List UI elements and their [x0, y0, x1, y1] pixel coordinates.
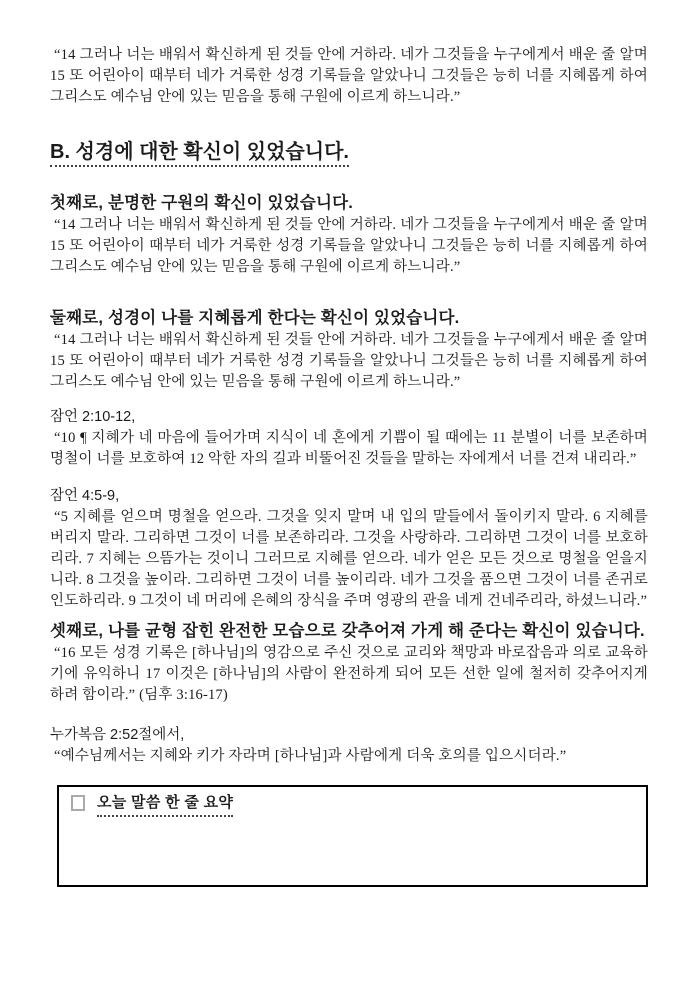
- checkbox-unchecked-icon[interactable]: [71, 795, 85, 811]
- point2-scripture-quote: “14 그러나 너는 배워서 확신하게 된 것들 안에 거하라. 네가 그것들을 누구에게서 배운 줄 알며 15 또 어린아이 때부터 네가 거룩한 성경 기록들을 알았나니 그것들은 능히 너를 지혜롭게 하여 그리스도 예수님 안에 있는 믿음을 통해 구원에 이르게 하느니라.”: [50, 332, 648, 390]
- proverbs2-quote: “10 ¶ 지혜가 네 마음에 들어가며 지식이 네 혼에게 기쁨이 될 때에는 11 분별이 너를 보존하며 명철이 너를 보호하여 12 악한 자의 길과 비뚤어진 것들을 말하는 자에게서 너를 건져 내리라.”: [50, 430, 648, 467]
- point2-heading: 둘째로, 성경이 나를 지혜롭게 한다는 확신이 있었습니다.: [50, 309, 460, 327]
- summary-box: [57, 785, 648, 887]
- summary-row: [69, 793, 636, 817]
- proverbs4-reference: 잠언 4:5-9,: [50, 488, 120, 504]
- point3-heading: 셋째로, 나를 균형 잡힌 완전한 모습으로 갖추어져 가게 해 준다는 확신이 있습니다.: [50, 622, 645, 640]
- point1-heading: 첫째로, 분명한 구원의 확신이 있었습니다.: [50, 194, 354, 212]
- luke-reference: 누가복음 2:52절에서,: [50, 727, 185, 743]
- proverbs4-quote: “5 지혜를 얻으며 명철을 얻으라. 그것을 잊지 말며 내 입의 말들에서 돌이키지 말라. 6 지혜를 버리지 말라. 그리하면 그것이 너를 보존하리라. 그것을 사랑하라. 그리하면 그것이 너를 보호하리라. 7 지혜는 으뜸가는 것이니 그러므로 지혜를 얻으라. 네가 얻은 모든 것으로 명철을 얻을지니라. 8 그것을 높이라. 그리하면 그것이 너를 높이리라. 네가 그것을 품으면 그것이 너를 존귀로 인도하리라. 9 그것이 네 머리에 은혜의 장식을 주며 영광의 관을 네게 건네주리라, 하셨느니라.”: [50, 509, 648, 609]
- section-b-heading: [50, 140, 648, 165]
- proverbs2-reference: 잠언 2:10-12,: [50, 409, 136, 425]
- point1-scripture-quote: “14 그러나 너는 배워서 확신하게 된 것들 안에 거하라. 네가 그것들을 누구에게서 배운 줄 알며 15 또 어린아이 때부터 네가 거룩한 성경 기록들을 알았나니 그것들은 능히 너를 지혜롭게 하여 그리스도 예수님 안에 있는 믿음을 통해 구원에 이르게 하느니라.”: [50, 217, 648, 275]
- summary-box-label: 오늘 말씀 한 줄 요약: [97, 793, 233, 817]
- intro-scripture-quote: “14 그러나 너는 배워서 확신하게 된 것들 안에 거하라. 네가 그것들을 누구에게서 배운 줄 알며 15 또 어린아이 때부터 네가 거룩한 성경 기록들을 알았나니 그것들은 능히 너를 지혜롭게 하여 그리스도 예수님 안에 있는 믿음을 통해 구원에 이르게 하느니라.”: [50, 47, 648, 105]
- point3-scripture-quote: “16 모든 성경 기록은 [하나님]의 영감으로 주신 것으로 교리와 책망과 바로잡음과 의로 교육하기에 유익하니 17 이것은 [하나님]의 사람이 완전하게 되어 모든 선한 일에 철저히 갖추어지게 하려 함이라.” (딤후 3:16-17): [50, 645, 648, 703]
- section-b-heading-text: B. 성경에 대한 확신이 있었습니다.: [50, 141, 349, 167]
- luke-quote: “예수님께서는 지혜와 키가 자라며 [하나님]과 사람에게 더욱 호의를 입으시더라.”: [54, 748, 567, 764]
